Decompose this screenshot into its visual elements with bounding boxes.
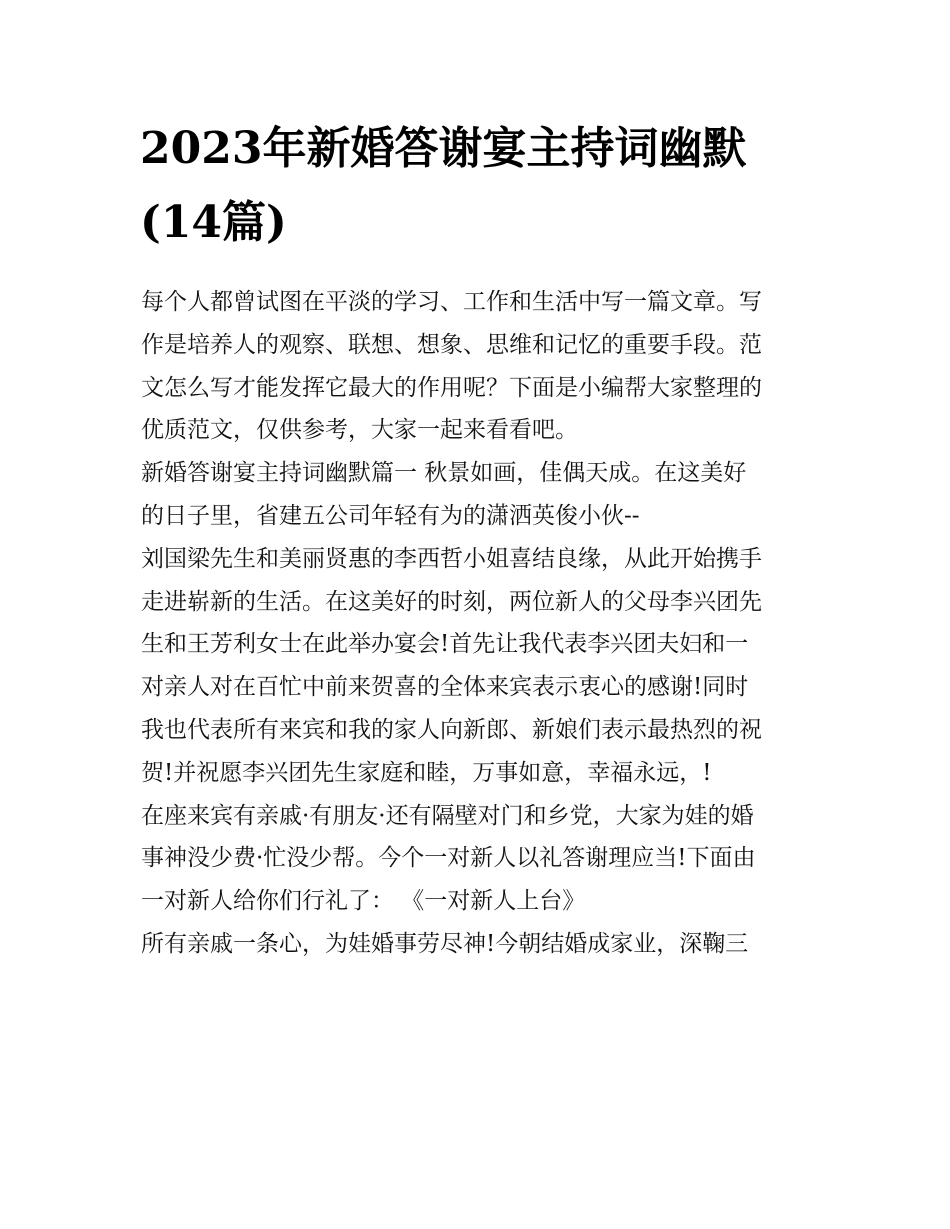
body-line-9: 生和王芳利女士在此举办宴会!首先让我代表李兴团夫妇和一 <box>141 631 749 658</box>
body-line-13: 在座来宾有亲戚·有朋友·还有隔壁对门和乡党，大家为娃的婚 <box>141 802 754 829</box>
title-line-1: 2023年新婚答谢宴主持词幽默 <box>140 123 747 174</box>
title-line-2: (14篇) <box>140 197 287 248</box>
body-line-14: 事神没少费·忙没少帮。今个一对新人以礼答谢理应当!下面由 <box>141 845 756 872</box>
document-body <box>141 281 821 966</box>
body-line-4: 优质范文，仅供参考，大家一起来看看吧。 <box>141 417 578 444</box>
body-line-1: 每个人都曾试图在平淡的学习、工作和生活中写一篇文章。写 <box>141 289 762 315</box>
body-line-5: 新婚答谢宴主持词幽默篇一 秋景如画，佳偶天成。在这美好 <box>141 460 747 487</box>
body-line-6: 的日子里，省建五公司年轻有为的潇洒英俊小伙-- <box>141 502 640 529</box>
body-line-8: 走进崭新的生活。在这美好的时刻，两位新人的父母李兴团先 <box>141 588 762 615</box>
body-line-7: 刘国梁先生和美丽贤惠的李西哲小姐喜结良缘，从此开始携手 <box>141 545 762 572</box>
body-line-16: 所有亲戚一条心，为娃婚事劳尽神!今朝结婚成家业，深鞠三 <box>141 930 749 957</box>
body-line-12: 贺!并祝愿李兴团先生家庭和睦，万事如意，幸福永远，! <box>141 759 712 786</box>
body-line-3: 文怎么写才能发挥它最大的作用呢？下面是小编帮大家整理的 <box>141 374 762 401</box>
body-line-10: 对亲人对在百忙中前来贺喜的全体来宾表示衷心的感谢!同时 <box>141 674 749 701</box>
body-line-11: 我也代表所有来宾和我的家人向新郎、新娘们表示最热烈的祝 <box>141 716 762 743</box>
body-line-2: 作是培养人的观察、联想、想象、思维和记忆的重要手段。范 <box>141 331 762 358</box>
body-line-15: 一对新人给你们行礼了： 《一对新人上台》 <box>141 888 586 915</box>
document-title <box>140 112 820 260</box>
